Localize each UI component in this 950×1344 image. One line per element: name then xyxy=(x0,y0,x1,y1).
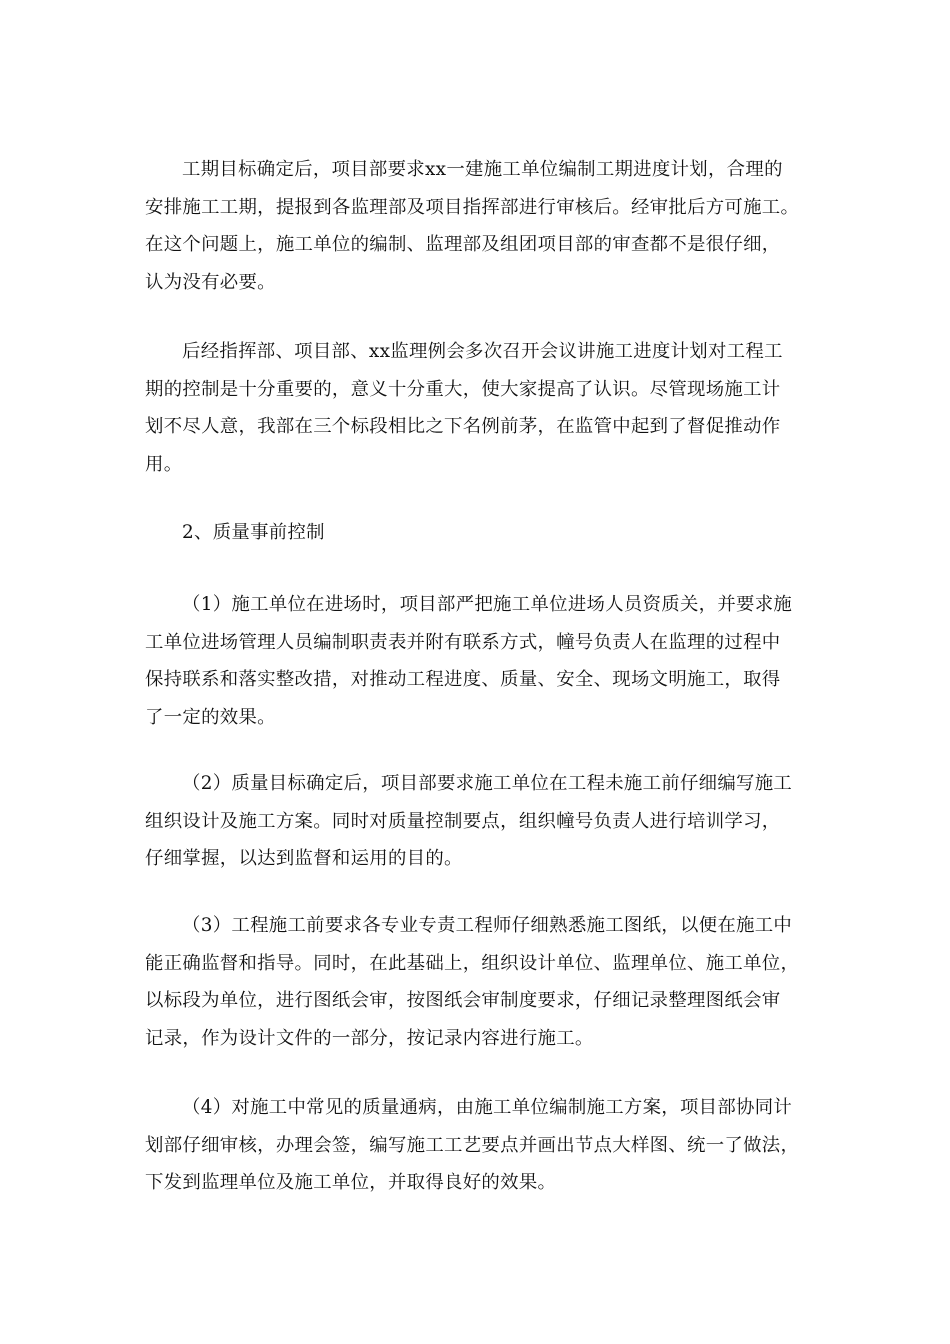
text-line: 组织设计及施工方案。同时对质量控制要点，组织幢号负责人进行培训学习， xyxy=(145,810,781,832)
text-line: （2）质量目标确定后，项目部要求施工单位在工程未施工前仔细编写施工 xyxy=(182,773,793,794)
list-item-1 xyxy=(145,586,810,736)
text-line: 后经指挥部、项目部、xx监理例会多次召开会议讲施工进度计划对工程工 xyxy=(182,341,783,362)
paragraph-schedule-plan xyxy=(145,151,810,301)
list-item-4 xyxy=(145,1089,810,1202)
text-line: （3）工程施工前要求各专业专责工程师仔细熟悉施工图纸，以便在施工中 xyxy=(182,915,793,936)
text-line: 保持联系和落实整改措，对推动工程进度、质量、安全、现场文明施工，取得 xyxy=(145,669,781,690)
text-line: 了一定的效果。 xyxy=(145,706,276,728)
text-line: 以标段为单位，进行图纸会审，按图纸会审制度要求，仔细记录整理图纸会审 xyxy=(145,990,781,1011)
text-line: 划部仔细审核，办理会签，编写施工工艺要点并画出节点大样图、统一了做法， xyxy=(145,1134,800,1156)
section-heading xyxy=(145,514,810,552)
text-line: （4）对施工中常见的质量通病，由施工单位编制施工方案，项目部协同计 xyxy=(182,1097,793,1118)
paragraph-meetings xyxy=(145,333,810,483)
text-line: 工单位进场管理人员编制职责表并附有联系方式，幢号负责人在监理的过程中 xyxy=(145,631,781,653)
text-line: 记录，作为设计文件的一部分，按记录内容进行施工。 xyxy=(145,1027,594,1049)
text-line: 期的控制是十分重要的，意义十分重大，使大家提高了认识。尽管现场施工计 xyxy=(145,378,781,400)
text-line: 认为没有必要。 xyxy=(145,271,276,293)
heading-quality-control: 2、质量事前控制 xyxy=(182,522,325,543)
text-line: 安排施工工期，提报到各监理部及项目指挥部进行审核后。经审批后方可施工。 xyxy=(145,196,800,218)
text-line: 划不尽人意，我部在三个标段相比之下名例前茅，在监管中起到了督促推动作 xyxy=(145,416,781,437)
text-line: （1）施工单位在进场时，项目部严把施工单位进场人员资质关，并要求施 xyxy=(182,594,793,615)
text-line: 能正确监督和指导。同时，在此基础上，组织设计单位、监理单位、施工单位， xyxy=(145,952,800,974)
text-line: 在这个问题上，施工单位的编制、监理部及组团项目部的审查都不是很仔细， xyxy=(145,234,781,255)
list-item-2 xyxy=(145,765,810,878)
list-item-3 xyxy=(145,907,810,1057)
text-line: 仔细掌握，以达到监督和运用的目的。 xyxy=(145,848,463,869)
text-line: 下发到监理单位及施工单位，并取得良好的效果。 xyxy=(145,1172,557,1193)
text-line: 工期目标确定后，项目部要求xx一建施工单位编制工期进度计划，合理的 xyxy=(182,159,783,180)
text-line: 用。 xyxy=(145,453,183,475)
